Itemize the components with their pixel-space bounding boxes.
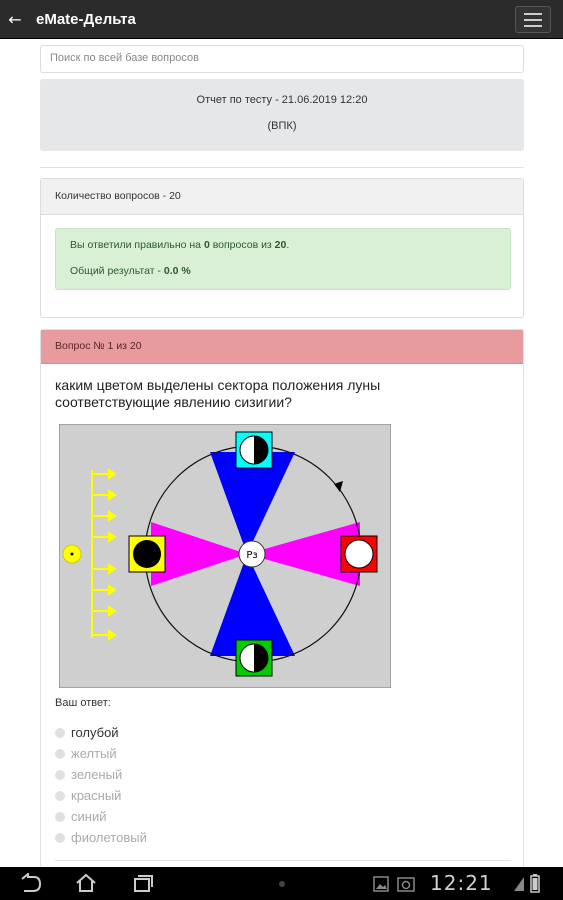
option-label: желтый — [71, 746, 117, 761]
report-title: Отчет по тесту - 21.06.2019 12:20 — [196, 94, 368, 106]
system-nav-bar — [0, 867, 563, 900]
total-count: 20 — [274, 239, 287, 251]
search-input[interactable]: Поиск по всей базе вопросов — [40, 45, 524, 73]
radio-icon[interactable] — [55, 749, 65, 759]
radio-icon[interactable] — [55, 728, 65, 738]
gallery-notification-icon — [373, 876, 389, 892]
question-card — [40, 329, 524, 867]
question-text: каким цветом выделены сектора положения луны соответствующие явлению сизигии? — [55, 377, 381, 410]
answer-option[interactable] — [55, 722, 147, 743]
hamburger-icon — [524, 13, 542, 15]
option-label: синий — [71, 809, 107, 824]
radio-icon[interactable] — [55, 812, 65, 822]
moon-right-full-icon — [345, 540, 373, 568]
radio-icon[interactable] — [55, 791, 65, 801]
moon-phase-diagram — [59, 424, 391, 688]
report-subtitle: (ВПК) — [267, 120, 297, 132]
option-label: зеленый — [71, 767, 123, 782]
battery-icon — [530, 873, 540, 893]
question-header: Вопрос № 1 из 20 — [41, 330, 523, 364]
home-nav-icon[interactable] — [74, 873, 98, 893]
answer-option[interactable] — [55, 827, 147, 848]
option-label: голубой — [71, 725, 119, 740]
correct-count: 0 — [203, 239, 210, 251]
answer-option[interactable] — [55, 806, 147, 827]
answer-option[interactable] — [55, 785, 147, 806]
back-nav-icon[interactable] — [18, 873, 42, 893]
dot-indicator-icon — [278, 880, 286, 888]
divider — [55, 860, 511, 861]
wifi-icon — [512, 875, 526, 893]
back-arrow-icon[interactable]: ← — [8, 9, 22, 29]
divider — [40, 167, 524, 168]
answer-label: Ваш ответ: — [55, 697, 111, 709]
option-label: красный — [71, 788, 122, 803]
summary-card — [40, 178, 524, 318]
answer-option[interactable] — [55, 764, 147, 785]
moon-left-new-icon — [133, 540, 161, 568]
radio-icon[interactable] — [55, 770, 65, 780]
earth-label: Рз — [246, 550, 258, 561]
overall-result-text: Общий результат - 0.0 % — [70, 265, 191, 277]
recent-apps-icon[interactable] — [130, 873, 154, 893]
report-banner — [40, 79, 524, 151]
radio-icon[interactable] — [55, 833, 65, 843]
app-bar — [0, 0, 563, 39]
question-count: Количество вопросов - 20 — [41, 179, 523, 215]
result-alert — [55, 228, 511, 290]
answer-option[interactable] — [55, 743, 147, 764]
photo-notification-icon — [396, 875, 416, 893]
correct-answers-text: Вы ответили правильно на 0 вопросов из 20. — [70, 239, 290, 251]
answer-options — [55, 722, 147, 848]
status-clock: 12:21 — [430, 871, 493, 895]
app-title: eMate-Дельта — [36, 10, 136, 28]
overall-result-value: 0.0 % — [163, 265, 191, 277]
page-content — [0, 39, 563, 867]
option-label: фиолетовый — [71, 830, 147, 845]
menu-button[interactable] — [515, 6, 551, 33]
